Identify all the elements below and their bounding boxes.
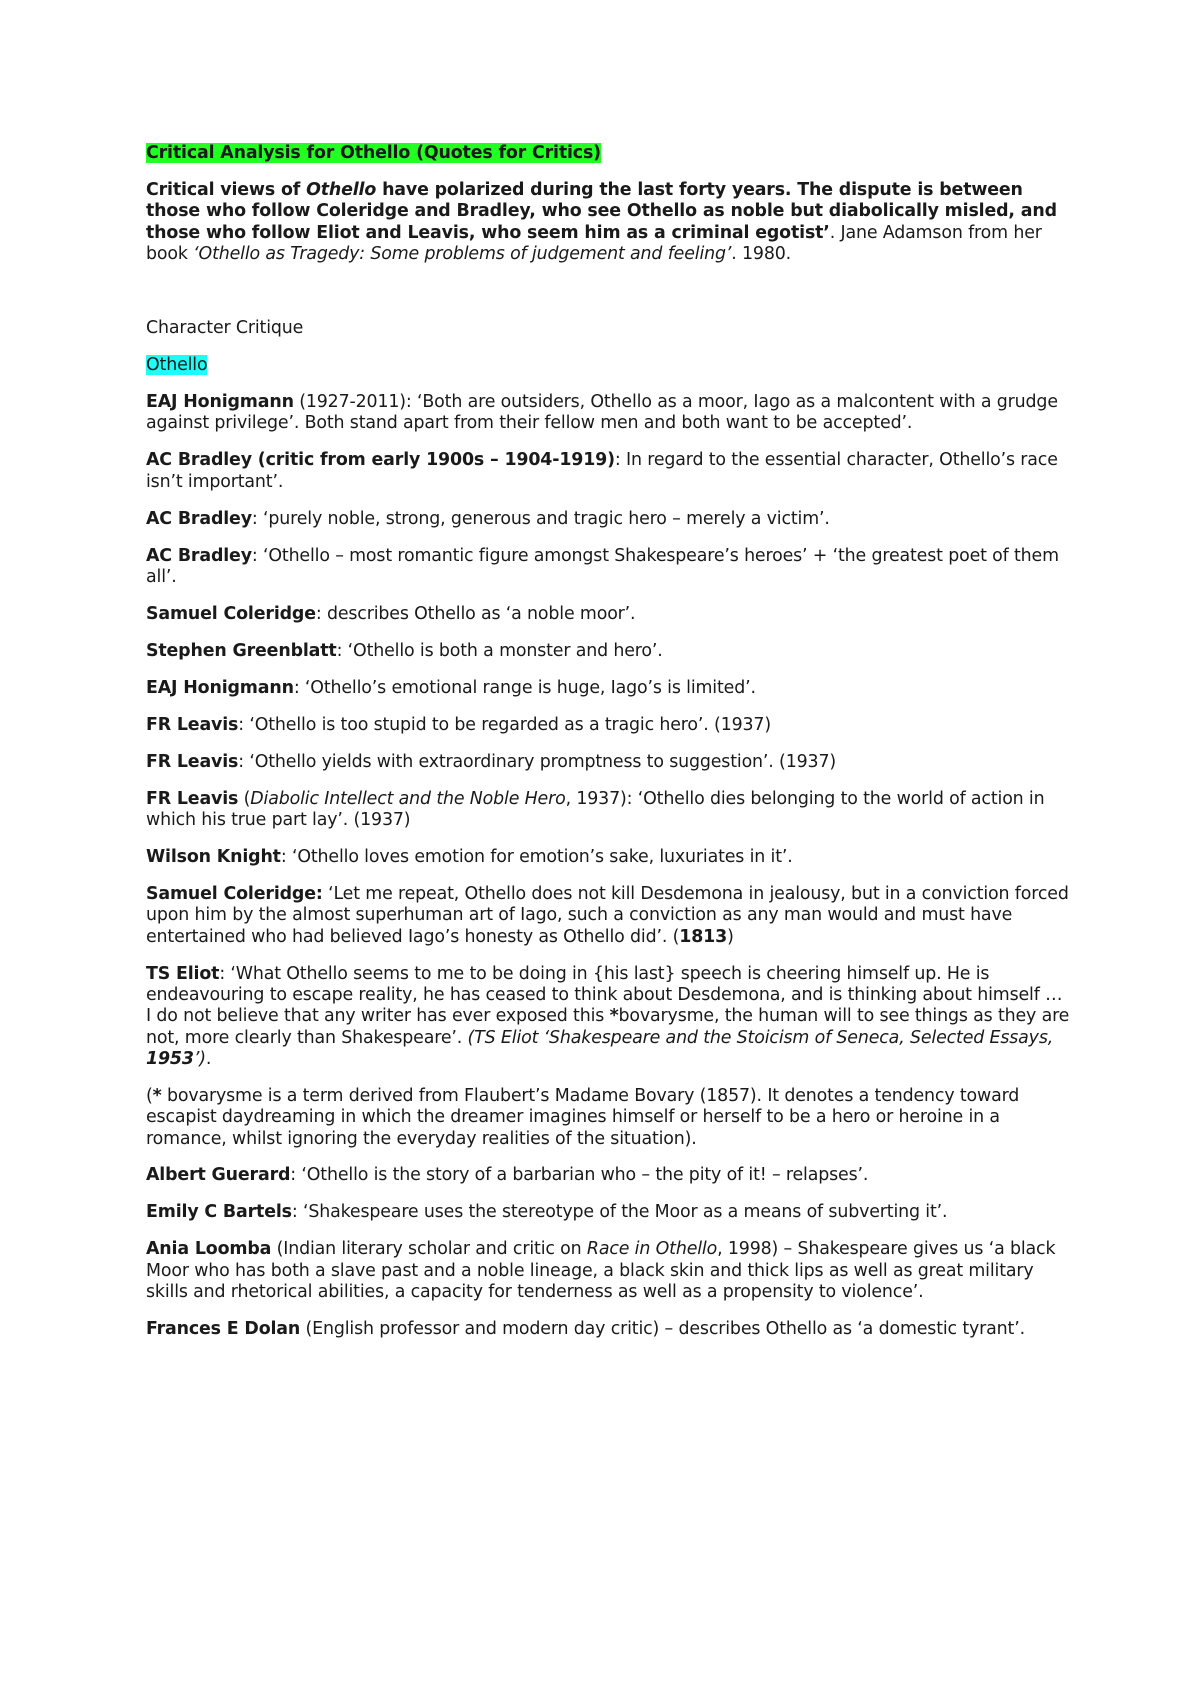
critic-name: Samuel Coleridge:	[146, 884, 323, 905]
source-citation: ’)	[193, 1048, 206, 1069]
critic-name: Samuel Coleridge	[146, 603, 316, 624]
critic-name: AC Bradley (critic from early 1900s – 1904-1919)	[146, 450, 615, 471]
subheading	[146, 355, 1070, 376]
critic-name: Stephen Greenblatt	[146, 640, 337, 661]
critic-entry	[146, 1239, 1070, 1303]
critic-quote: : ‘purely noble, strong, generous and tragic hero – merely a victim’.	[251, 508, 830, 529]
intro-italic-title: Othello	[306, 179, 377, 200]
book-title: Diabolic Intellect and the Noble Hero	[250, 788, 566, 809]
critic-quote: (1927-2011): ‘Both are outsiders, Othello as a moor, Iago as a malcontent with a grudge against privilege’. Both stand apart from their fellow men and both want to be accepted’.	[146, 392, 1058, 434]
critic-name: Emily C Bartels	[146, 1202, 292, 1223]
source-year: 1953	[146, 1048, 194, 1069]
critic-entry	[146, 546, 1070, 589]
footnote	[146, 1086, 1070, 1150]
critic-quote: , 1998) – Shakespeare gives us ‘a black Moor who has both a slave past and a noble lineage, a black skin and thick lips as well as great military skills and rhetorical abilities, a capacity for tenderness as well as a propensity to violence’.	[146, 1239, 1056, 1303]
footnote-text: bovarysme is a term derived from Flaubert’s Madame Bovary (1857). It denotes a tendency toward escapist daydreaming in which the dreamer imagines himself or herself to be a hero or heroine in a romance, whilst ignoring the everyday realities of the situation).	[146, 1085, 1020, 1149]
intro-paragraph	[146, 180, 1070, 265]
intro-book-title: ‘Othello as Tragedy: Some problems of judgement and feeling’	[193, 243, 732, 264]
critic-quote: : ‘Othello yields with extraordinary promptness to suggestion’. (1937)	[238, 751, 836, 772]
critic-name: AC Bradley	[146, 508, 252, 529]
critic-entry	[146, 789, 1070, 832]
critic-entry	[146, 509, 1070, 530]
quote-year: 1813	[679, 926, 728, 947]
critic-name: AC Bradley	[146, 545, 252, 566]
critic-quote: (English professor and modern day critic) – describes Othello as ‘a domestic tyrant’.	[300, 1319, 1025, 1340]
document-title	[146, 143, 1070, 164]
document-page	[146, 143, 1070, 1356]
critic-quote: : ‘Othello loves emotion for emotion’s sake, luxuriates in it’.	[280, 847, 793, 868]
critic-quote: .	[205, 1048, 212, 1069]
critic-quote: (	[238, 788, 251, 809]
critic-entry	[146, 641, 1070, 662]
critic-name: Frances E Dolan	[146, 1319, 301, 1340]
critic-quote: : In regard to the essential character, Othello’s race isn’t important’.	[146, 450, 1058, 492]
critic-entry	[146, 847, 1070, 868]
footnote-text: (	[146, 1085, 153, 1106]
critic-name: Ania Loomba	[146, 1239, 272, 1260]
critic-name: EAJ Honigmann	[146, 677, 294, 698]
title-text: Critical Analysis for Othello (Quotes for Critics)	[146, 143, 601, 163]
critic-entry	[146, 1319, 1070, 1340]
section-heading	[146, 318, 1070, 339]
intro-text: have polarized during the last forty years. The dispute is between those who follow Coleridge and Bradley, who see Othello as noble but diabolically misled, and those who follow Eliot and Leavis, who seem him as a criminal egotist’	[146, 179, 1057, 243]
critic-quote: : ‘Othello is the story of a barbarian who – the pity of it! – relapses’.	[290, 1165, 869, 1186]
critic-quote: : ‘Othello’s emotional range is huge, Iago’s is limited’.	[293, 677, 756, 698]
section-heading-text: Character Critique	[146, 318, 304, 339]
critic-quote: : ‘Shakespeare uses the stereotype of the Moor as a means of subverting it’.	[291, 1202, 948, 1223]
critic-name: TS Eliot	[146, 963, 220, 984]
critic-quote: : ‘Othello is too stupid to be regarded as a tragic hero’. (1937)	[238, 714, 771, 735]
critic-entry	[146, 1165, 1070, 1186]
footnote-marker: *	[609, 1006, 619, 1027]
critic-quote: : ‘Othello is both a monster and hero’.	[336, 640, 663, 661]
critic-quote: : describes Othello as ‘a noble moor’.	[315, 603, 636, 624]
critic-name: FR Leavis	[146, 788, 239, 809]
intro-text: Critical views of	[146, 179, 307, 200]
critic-entry	[146, 450, 1070, 493]
critic-name: FR Leavis	[146, 714, 239, 735]
critic-quote: : ‘Othello – most romantic figure amongst Shakespeare’s heroes’ + ‘the greatest poet of them all’.	[146, 545, 1059, 587]
intro-attribution: . Jane Adamson from her book	[146, 222, 1042, 264]
critic-entry	[146, 678, 1070, 699]
critic-entry	[146, 964, 1070, 1070]
critic-name: Albert Guerard	[146, 1165, 291, 1186]
subheading-text: Othello	[146, 355, 208, 376]
critic-quote: )	[727, 926, 734, 947]
critic-entry	[146, 604, 1070, 625]
critic-entry	[146, 715, 1070, 736]
critic-entry	[146, 752, 1070, 773]
critic-name: FR Leavis	[146, 751, 239, 772]
critic-name: Wilson Knight	[146, 847, 281, 868]
critic-entry	[146, 884, 1070, 948]
footnote-marker: *	[152, 1085, 162, 1106]
critic-entry	[146, 1202, 1070, 1223]
book-title: Race in Othello	[586, 1239, 718, 1260]
intro-year: . 1980.	[731, 243, 792, 264]
critic-quote: : ‘What Othello seems to me to be doing in {his last} speech is cheering himself up. He is endeavouring to escape reality, he has ceased to think about Desdemona, and is thinking about himself … I do not believe that any writer has ever exposed this	[146, 963, 1063, 1027]
critic-quote: ‘Let me repeat, Othello does not kill Desdemona in jealousy, but in a conviction forced upon him by the almost superhuman art of Iago, such a conviction as any man would and must have entertained who had believed Iago’s honesty as Othello did’. (	[146, 884, 1069, 947]
source-citation: (TS Eliot ‘Shakespeare and the Stoicism of Seneca, Selected Essays,	[467, 1027, 1054, 1048]
critic-quote: , 1937): ‘Othello dies belonging to the world of action in which his true part lay’. (1937)	[146, 788, 1045, 831]
critic-quote: (Indian literary scholar and critic on	[271, 1239, 587, 1260]
critic-entry	[146, 392, 1070, 435]
critic-quote: bovarysme, the human will to see things as they are not, more clearly than Shakespeare’.	[146, 1006, 1070, 1048]
critic-name: EAJ Honigmann	[146, 392, 294, 413]
